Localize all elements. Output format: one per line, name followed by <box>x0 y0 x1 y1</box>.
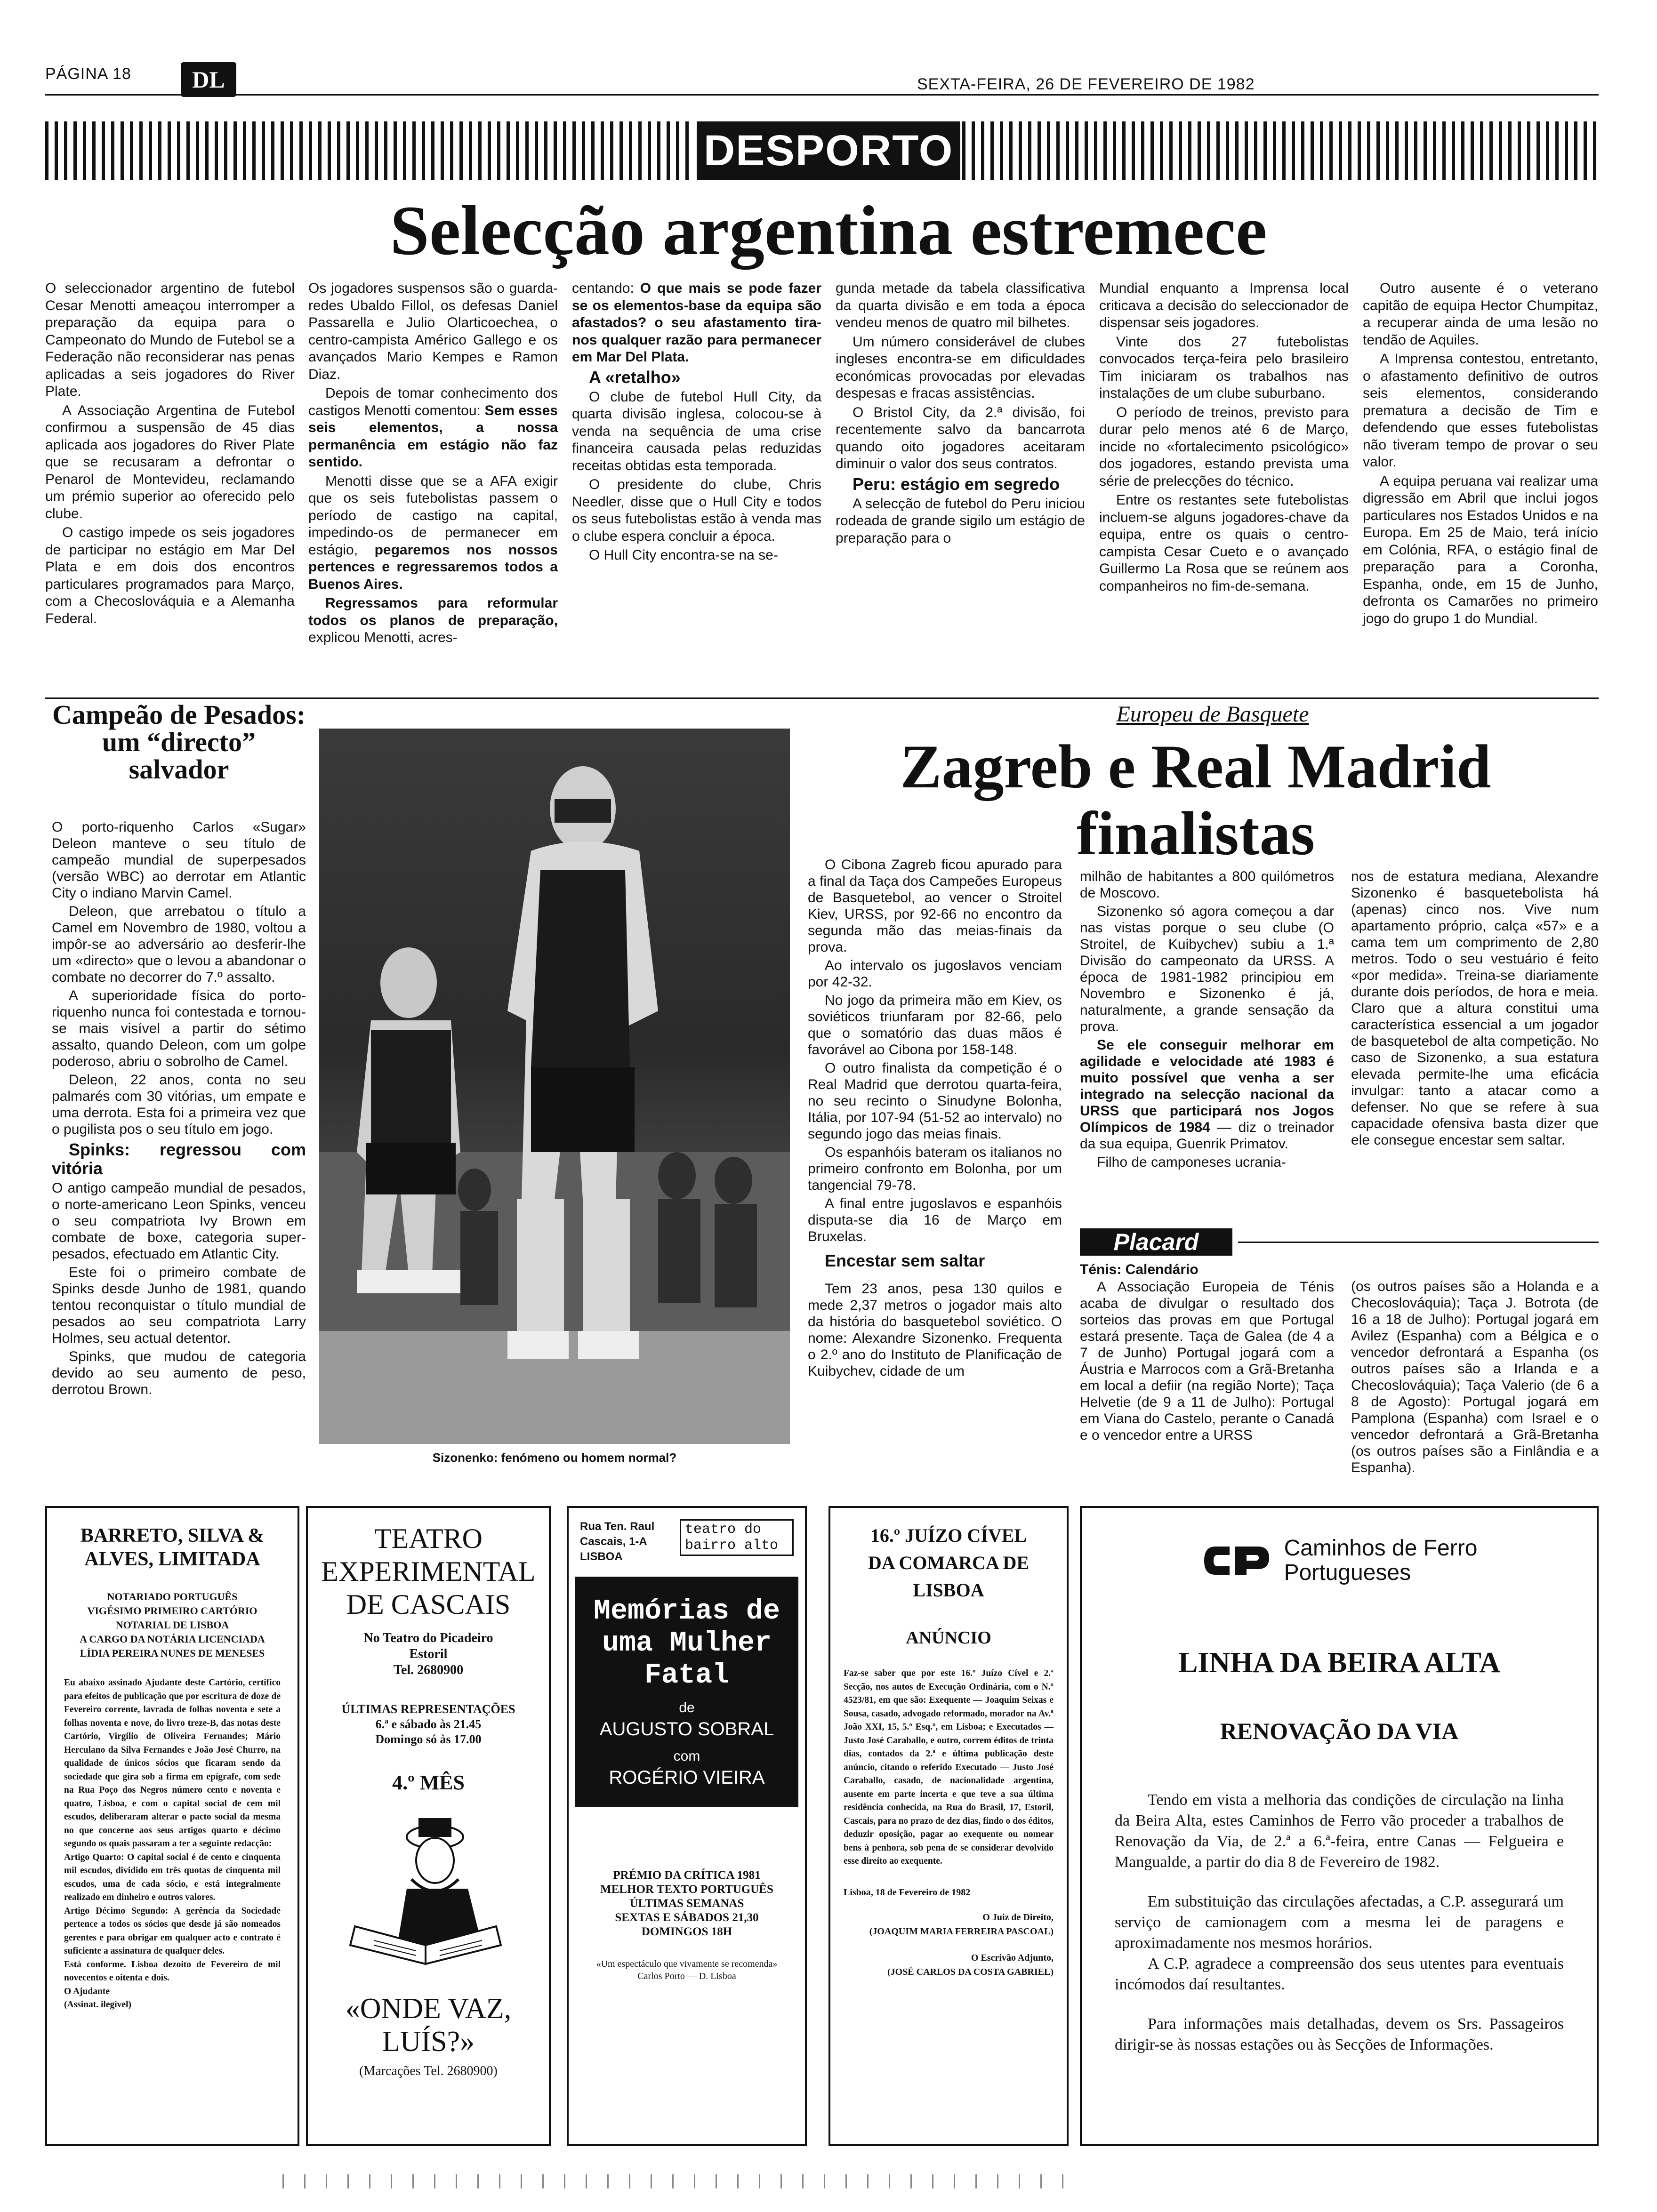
basket-column-3 <box>1351 868 1599 1150</box>
ad2-play-title: «ONDE VAZ, LUÍS?» <box>345 1993 512 2058</box>
basket-paragraph: Sizonenko só agora começou a dar nas vistas porque o seu clube (O Stroitel, de Kuibychev) subiu a 1.ª Divisão do campeonato da URSS. A época de 1981-1982 principiou em Novembro e Sizonenko é já, naturalmente, a grande sensação da prova. <box>1080 904 1334 1034</box>
placard-column-2 <box>1351 1278 1599 1478</box>
section-banner <box>697 121 960 180</box>
ad3-com: com <box>673 1748 700 1764</box>
menotti-quote: pegaremos nos nossos pertences e regressaremos todos a Buenos Aires. <box>308 542 558 592</box>
lead-paragraph <box>308 385 558 471</box>
ad3-de: de <box>679 1700 695 1715</box>
basket-subhead: Encestar sem saltar <box>825 1251 985 1270</box>
section-label: DESPORTO <box>703 127 954 175</box>
ad5-title: LINHA DA BEIRA ALTA <box>1178 1647 1500 1679</box>
menotti-quote: Sem esses seis elementos, a nossa permanência em estágio não faz sentido. <box>308 402 558 470</box>
lead-column-1 <box>45 280 295 629</box>
ad3-play-title: Memórias de uma Mulher Fatal <box>593 1595 780 1691</box>
logo-text: DL <box>192 66 225 93</box>
ad-barreto-silva-alves <box>45 1506 299 2146</box>
sizonenko-photo <box>319 729 790 1444</box>
ad3-black-panel <box>575 1577 798 1807</box>
newspaper-logo <box>181 62 236 97</box>
boxing-paragraph: O antigo campeão mundial de pesados, o norte-americano Leon Spinks, venceu o seu compatriota Ivy Brown em combate de boxe, categoria super-pesados, efectuado em Atlantic City. <box>52 1180 306 1262</box>
lead-text: Menotti disse que se a AFA exigir que os seis futebolistas passem o período de castigo na capital, impedindo-os de permanecer em estágio, <box>308 473 558 558</box>
ad5-subtitle: RENOVAÇÃO DA VIA <box>1220 1718 1459 1744</box>
boxing-paragraph: Deleon, que arrebatou o título a Camel em Novembro de 1980, voltou a impôr-se ao adversário ao desferir-lhe um «directo» que o levou a abandonar o combate no decorrer do 7.º assalto. <box>52 904 306 985</box>
basket-text: — diz o treinador da sua equipa, Guenrik Primatov. <box>1080 1120 1334 1152</box>
ad4-body: Faz-se saber que por este 16.º Juízo Cível e 2.ª Secção, nos autos de Execução Ordinária, com o N.º 4523/81, em que são: Exequente — Joaquim Seixas e Sousa, casado, advogado reformado, morador na Av.ª João XXI, 15, 5.º Esq.º, em Lisboa; e Executados — Justo José Caraballo, e outro, correm éditos de trinta dias, contados da 2.ª e última publicação deste anúncio, citando o referido Executado — Justo José Caraballo, casado, de nacionalidade argentina, ausente em parte incerta e que teve a sua última residência conhecida, na Rua do Brasil, 17, Estoril, Cascais, para no prazo de dez dias, findo o dos éditos, deduzir oposição, pagar ao exequente ou nomear bens à penhora, sob pena de se considerar devolvido esse direito ao exequente. <box>844 1668 1054 1866</box>
lead-paragraph: Mundial enquanto a Imprensa local criticava a decisão do seleccionador de dispensar seis jogadores. <box>1099 281 1349 330</box>
basket-paragraph: nos de estatura mediana, Alexandre Sizonenko é basquetebolista há (apenas) cinco nos. Vive num apartamento próprio, calça «57» e a cama tem um comprimento de 2,80 metros. Todo o seu vestuário é feito «por medida». Treina-se diariamente durante dois períodos, de hora e meia. Claro que a altura constitui uma característica essencial a um jogador de basquetebol de alta competição. No caso de Sizonenko, a sua estatura elevada permite-lhe uma eficácia invulgar: tanto a atacar como a defenser. No que se refere à sua capacidade ofensiva basta dizer que ele consegue encestar sem saltar. <box>1351 869 1599 1148</box>
boxing-column <box>52 819 306 1400</box>
page-date: SEXTA-FEIRA, 26 DE FEVEREIRO DE 1982 <box>917 75 1255 93</box>
ad3-theatre-logo <box>680 1519 794 1556</box>
ad5-paragraph-2: Em substituição das circulações afectadas, a C.P. assegurará um serviço de camionagem com a mesma lei de paragens e aproximadamente nos mesmos horários. <box>1115 1893 1564 1952</box>
coach-quote: Se ele conseguir melhorar em agilidade e velocidade até 1983 é muito possível que venha a ser integrado na selecção nacional da URSS que participará nos Jogos Olímpicos de 1984 <box>1080 1037 1334 1135</box>
ad5-paragraph-3: A C.P. agradece a compreensão dos seus utentes para eventuais incómodos daí resultantes. <box>1115 1955 1564 1993</box>
lead-paragraph: Outro ausente é o veterano capitão de equipa Hector Chumpitaz, a recuperar ainda de uma lesão no tendão de Aquiles. <box>1363 281 1598 348</box>
ad1-title: BARRETO, SILVA & ALVES, LIMITADA <box>80 1525 265 1570</box>
basket-paragraph: Filho de camponeses ucrania- <box>1097 1154 1286 1170</box>
boxing-headline: Campeão de Pesados: um “directo” salvador <box>52 699 306 785</box>
lead-bottom-rule <box>45 697 1599 699</box>
lead-paragraph: O Hull City encontra-se na se- <box>589 547 778 563</box>
ad-caminhos-de-ferro <box>1080 1506 1599 2146</box>
lead-paragraph: A Associação Argentina de Futebol confirmou a suspensão de 45 dias aplicada aos jogadores do River Plate que se recusaram a defrontar o Penarol de Montevideu, reclamando um prémio superior ao oferecido pelo clube. <box>45 402 295 521</box>
basket-headline: Zagreb e Real Madrid finalistas <box>900 732 1491 868</box>
placard-subhead: Ténis: Calendário <box>1080 1262 1199 1277</box>
page-number: PÁGINA 18 <box>45 65 131 83</box>
lead-subhead: Peru: estágio em segredo <box>853 474 1060 494</box>
boxing-subhead: Spinks: regressou com vitória <box>52 1140 306 1178</box>
lead-paragraph: O período de treinos, previsto para durar pelo menos até 6 de Março, incide no «fortalecimento psicológico» dos jogadores, estando prevista uma série de prelecções do técnico. <box>1099 404 1349 489</box>
ad3-prize: PRÉMIO DA CRÍTICA 1981 MELHOR TEXTO PORTUGUÊS ÚLTIMAS SEMANAS SEXTAS E SÁBADOS 21,30 DOMINGOS 18H <box>600 1869 773 1938</box>
lead-paragraph: O Bristol City, da 2.ª divisão, foi recentemente salvo da bancarrota quando oito jogadores aceitaram diminuir o valor dos seus contratos. <box>836 404 1085 472</box>
ad1-notary: NOTARIADO PORTUGUÊS VIGÉSIMO PRIMEIRO CARTÓRIO NOTARIAL DE LISBOA A CARGO DA NOTÁRIA LICENCIADA LÍDIA PEREIRA NUNES DE MENESES <box>80 1591 265 1659</box>
ad-juizo-civel <box>828 1506 1069 2146</box>
lead-text: centando: <box>572 281 634 296</box>
basket-paragraph: O outro finalista da competição é o Real Madrid que derrotou quarta-feira, no seu recinto o Sinudyne Bolonha, Itália, por 107-94 (51-52 ao intervalo) no segundo jogo das meias finais. <box>808 1060 1062 1142</box>
ad4-title: 16.º JUÍZO CÍVEL DA COMARCA DE LISBOA <box>868 1525 1030 1601</box>
boxing-paragraph: Spinks, que mudou de categoria devido ao seu aumento de peso, derrotou Brown. <box>52 1349 306 1397</box>
ad3-actor: ROGÉRIO VIEIRA <box>609 1767 765 1788</box>
basket-paragraph: Ao intervalo os jugoslavos venciam por 42-32. <box>808 958 1062 990</box>
ad2-title: TEATRO EXPERIMENTAL DE CASCAIS <box>321 1523 536 1620</box>
menotti-quote: Regressamos para reformular todos os planos de preparação, <box>308 595 558 628</box>
lead-paragraph: A Imprensa contestou, entretanto, o afastamento definitivo de outros seis elementos, considerando prematura a decisão de Tim e defendendo que esses futebolistas não tiveram tempo de provar o seu valor. <box>1363 351 1598 470</box>
header-rule <box>45 94 1599 96</box>
ad1-body: Eu abaixo assinado Ajudante deste Cartório, certifico para efeitos de publicação que por escritura de doze de Fevereiro corrente, lavrada de folhas noventa e sete a folhas noventa e nove, do livro treze-B, das notas deste Cartório, Virgilio de Oliveira Fernandes; Mário Herculano da Silva Fernandes e João José Churro, na qualidade de únicos sócios que ficaram sendo da sociedade que gira sob a firma em epígrafe, com sede na Rua Poço dos Negros número cento e noventa e quatro, Lisboa, e com o capital social de cem mil escudos, deliberaram alterar o pacto social da mesma no que concerne aos seus artigos quarto e décimo segundo os quais passaram a ter a seguinte redacção: Artigo Quarto: O capital social é de cento e cinquenta mil escudos, dividido em três quotas de cinquenta mil escudos, uma de cada sócio, e está integralmente realizado em dinheiro e outros valores. Artigo Décimo Segundo: A gerência da Sociedade pertence a todos os sócios que desde já são nomeados gerentes e para obrigar em qualquer acto e contrato é suficiente a assinatura de qualquer deles. Está conforme. Lisboa dezoito de Fevereiro de mil novecentos e oitenta e dois. O Ajudante (Assinat. ilegível) <box>64 1678 281 2010</box>
lead-subhead: A «retalho» <box>589 367 681 387</box>
lead-column-6 <box>1363 280 1598 629</box>
ad3-quote: «Um espectáculo que vivamente se recomenda» Carlos Porto — D. Lisboa <box>596 1959 778 1981</box>
page-bottom-ticks <box>282 2174 1083 2188</box>
ad4-date: Lisboa, 18 de Fevereiro de 1982 <box>844 1887 971 1898</box>
lead-paragraph: Entre os restantes sete futebolistas incluem-se alguns jogadores-chave da equipa, entre os quais o centro-campista Cesar Cueto e o avançado Guillermo La Rosa que se reúnem aos companheiros no fim-de-semana. <box>1099 492 1349 594</box>
lead-paragraph <box>308 595 558 647</box>
boxing-paragraph: O porto-riquenho Carlos «Sugar» Deleon manteve o seu título de campeão mundial de superpesados (versão WBC) ao derrotar em Atlantic City o indiano Marvin Camel. <box>52 819 306 901</box>
ad4-clerk: O Escrivão Adjunto, (JOSÉ CARLOS DA COSTA GABRIEL) <box>887 1952 1054 1977</box>
ad3-address: Rua Ten. Raul Cascais, 1-A LISBOA <box>580 1520 655 1563</box>
ad3-theatre-name: teatro do bairro alto <box>685 1522 779 1554</box>
cp-brand: Caminhos de Ferro Portugueses <box>1284 1536 1478 1585</box>
placard-paragraph: A Associação Europeia de Ténis acaba de divulgar o resultado dos sorteios das provas em que Portugal estará presente. Taça de Galea (de 4 a 7 de Junho) Portugal jogará com a Áustria e Marrocos com a Grã-Bretanha em local a defiir (na região Norte); Taça Helvetie (de 9 a 11 de Julho): Portugal em Viana do Castelo, perante o Canadá e o vencedor entre a URSS <box>1080 1279 1334 1443</box>
lead-paragraph: Um número considerável de clubes ingleses encontra-se em dificuldades económicas provocadas por elevadas despesas e fracas assistências. <box>836 334 1085 401</box>
lead-text: explicou Menotti, acres- <box>308 630 458 645</box>
lead-paragraph: O castigo impede os seis jogadores de participar no estágio em Mar Del Plata e em dois dos encontros particulares programados para Março, com a Checoslováquia e a Alemanha Federal. <box>45 525 295 626</box>
ad2-venue: No Teatro do Picadeiro Estoril Tel. 2680900 <box>363 1631 493 1677</box>
ad5-paragraph-4: Para informações mais detalhadas, devem os Srs. Passageiros dirigir-se às nossas estações ou às Secções de Informações. <box>1115 2015 1564 2053</box>
cervantes-reader-illustration <box>317 1804 543 1983</box>
basket-kicker: Europeu de Basquete <box>1116 702 1309 727</box>
photo-caption: Sizonenko: fenómeno ou homem normal? <box>432 1451 677 1465</box>
lead-paragraph: gunda metade da tabela classificativa da quarta divisão e em toda a época vendeu menos de quatro mil bilhetes. <box>836 281 1085 330</box>
ad2-booking: (Marcações Tel. 2680900) <box>359 2064 498 2078</box>
lead-paragraph: O clube de futebol Hull City, da quarta divisão inglesa, colocou-se à venda na sequência de uma crise financeira causada pelas reduzidas receitas obtidas esta temporada. <box>572 389 821 473</box>
lead-text: Depois de tomar conhecimento dos castigos Menotti comentou: <box>308 385 558 418</box>
section-banner-hatch-right <box>962 121 1599 180</box>
boxing-paragraph: Deleon, 22 anos, conta no seu palmarés com 30 vitórias, um empate e uma derrota. Esta foi a primeira vez que o pugilista pos o seu título em jogo. <box>52 1072 306 1137</box>
ad2-shows: ÚLTIMAS REPRESENTAÇÕES 6.ª e sábado às 21.45 Domingo só às 17.00 <box>341 1702 515 1746</box>
lead-column-5 <box>1099 280 1349 597</box>
lead-paragraph <box>308 473 558 593</box>
ad-teatro-experimental <box>306 1506 551 2146</box>
basket-paragraph: milhão de habitantes a 800 quilómetros de Moscovo. <box>1080 869 1334 901</box>
lead-paragraph: O seleccionador argentino de futebol Cesar Menotti ameaçou interromper a preparação da equipa para o Campeonato do Mundo de Futebol se a Federação não reconsiderar nas penas aplicadas a seis jogadores do River Plate. <box>45 281 295 399</box>
boxing-paragraph: A superioridade física do porto-riquenho nunca foi contestada e tornou-se mais visível a partir do sétimo assalto, quando Deleon, com um golpe poderoso, abriu o sobrolho de Camel. <box>52 988 306 1069</box>
photo-illustration <box>319 729 790 1444</box>
lead-paragraph: A equipa peruana vai realizar uma digressão em Abril que inclui jogos particulares nos Estados Unidos e na Europa. Em 25 de Maio, terá início em Colónia, RFA, o estágio final de preparação para a Coronha, Espanha, onde, em 15 de Junho, defronta os Camarões no primeiro jogo do grupo 1 do Mundial. <box>1363 473 1598 626</box>
lead-column-3 <box>572 280 821 566</box>
lead-paragraph: A selecção de futebol do Peru iniciou rodeada de grande sigilo um estágio de preparação para o <box>836 496 1085 546</box>
ad3-author: AUGUSTO SOBRAL <box>599 1719 774 1739</box>
basket-paragraph: A final entre jugoslavos e espanhóis disputa-se dia 16 de Março em Bruxelas. <box>808 1196 1062 1244</box>
lead-paragraph: Vinte dos 27 futebolistas convocados terça-feira pelo brasileiro Tim iniciaram os trabalhos nas instalações de um clube suburbano. <box>1099 334 1349 401</box>
section-banner-hatch-left <box>45 121 695 180</box>
lead-paragraph: Os jogadores suspensos são o guarda-redes Ubaldo Fillol, os defesas Daniel Passarella e Julio Olarticoechea, o centro-campista Américo Gallego e os avançados Mario Kempes e Ramon Diaz. <box>308 281 558 382</box>
ad4-judge: O Juiz de Direito, (JOAQUIM MARIA FERREIRA PASCOAL) <box>869 1912 1054 1937</box>
placard-paragraph: (os outros países são a Holanda e a Checoslováquia); Taça J. Botrota (de 16 a 18 de Julho): Portugal jogará em Avilez (Espanha) com a Bélgica e o vencedor defrontará a Espanha (os outros países são a Irlanda e a Checoslováquia); Taça Valerio (de 6 a 8 de Agosto): Portugal jogará em Pamplona (Espanha) com Israel e o vencedor defrontará a Grã-Bretanha (os outros países são a Finlândia e a Espanha). <box>1351 1279 1599 1475</box>
placard-logo <box>1080 1228 1232 1256</box>
basket-paragraph: O Cibona Zagreb ficou apurado para a final da Taça dos Campeões Europeus de Basquetebol, ao vencer o Stroitel Kiev, URSS, por 92-66 no encontro da segunda mão das meias-finais da prova. <box>808 857 1062 955</box>
lead-column-4 <box>836 280 1085 549</box>
basket-column-1 <box>808 857 1062 1381</box>
basket-paragraph: Os espanhóis bateram os italianos no primeiro confronto em Bolonha, por um tangencial 79-78. <box>808 1145 1062 1193</box>
cp-logo-icon <box>1201 1542 1272 1579</box>
ad-teatro-bairro-alto <box>567 1506 807 2146</box>
lead-headline: Selecção argentina estremece <box>390 192 1267 270</box>
ad4-subtitle: ANÚNCIO <box>906 1628 991 1648</box>
basket-paragraph <box>1080 1037 1334 1152</box>
lead-column-2 <box>308 280 558 649</box>
basket-paragraph: Tem 23 anos, pesa 130 quilos e mede 2,37 metros o jogador mais alto da história do basquetebol soviético. O nome: Alexandre Sizonenko. Frequenta o 2.º ano do Instituto de Planificação de Kuibychev, cidade de um <box>808 1281 1062 1379</box>
menotti-quote: O que mais se pode fazer se os elementos-base da equipa são afastados? o seu afastamento tira-nos qualquer razão para permanecer em Mar Del Plata. <box>572 281 821 365</box>
placard-label: Placard <box>1113 1229 1199 1255</box>
placard-rule <box>1238 1242 1599 1243</box>
ad5-paragraph-1: Tendo em vista a melhoria das condições de circulação na linha da Beira Alta, estes Caminhos de Ferro vão proceder a trabalhos de Renovação da Via, de 2.ª a 6.ª-feira, entre Canas — Felgueira e Mangualde, a partir do dia 8 de Fevereiro de 1982. <box>1115 1791 1564 1871</box>
lead-paragraph: O presidente do clube, Chris Needler, disse que o Hull City e todos os seus futebolistas estão à venda mas o clube espera concluir a época. <box>572 477 821 544</box>
placard-column-1 <box>1080 1261 1334 1445</box>
basket-paragraph: No jogo da primeira mão em Kiev, os soviéticos triunfaram por 82-66, pelo que o somatório das duas mãos é favorável ao Cibona por 158-148. <box>808 993 1062 1058</box>
ad2-month: 4.º MÊS <box>392 1771 465 1794</box>
lead-paragraph <box>572 280 821 366</box>
boxing-paragraph: Este foi o primeiro combate de Spinks desde Junho de 1981, quando tentou reconquistar o título mundial de pesados ao seu compatriota Larry Holmes, seu actual detentor. <box>52 1265 306 1346</box>
basket-column-2 <box>1080 868 1334 1172</box>
